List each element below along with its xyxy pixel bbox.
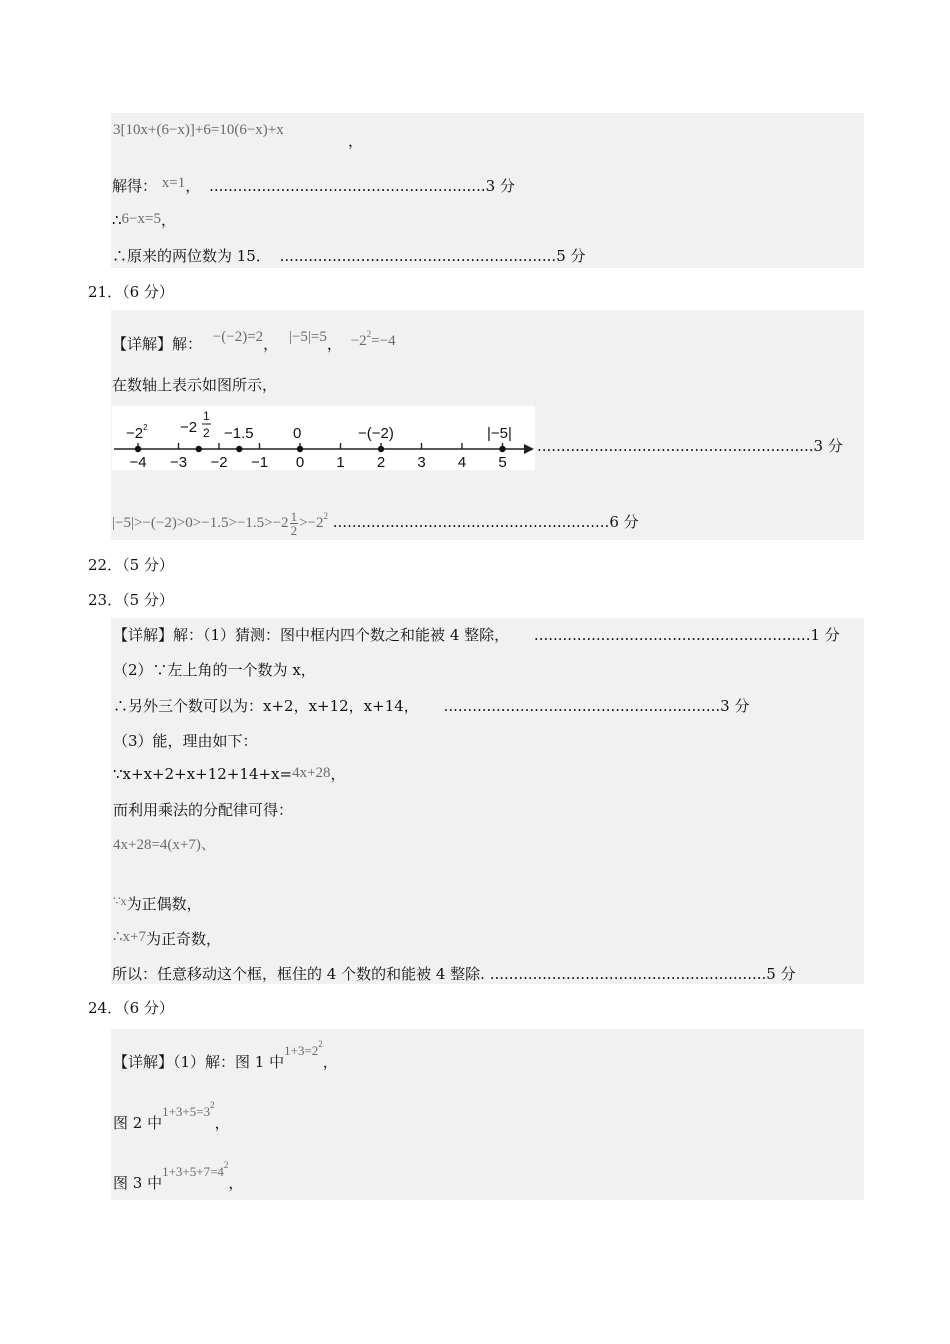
text: ∵x+x+2+x+12+14+x= bbox=[113, 765, 293, 783]
number-line-svg bbox=[112, 406, 535, 470]
text: 为正奇数， bbox=[146, 930, 222, 948]
numberline-score: ..........................................................3 分 bbox=[537, 437, 843, 455]
q23-line-9 bbox=[113, 929, 221, 950]
eq-body: 1+3=2 bbox=[284, 1043, 319, 1058]
q23-line-4: （3）能，理由如下： bbox=[113, 732, 258, 750]
label-neg-neg-2: −(−2) bbox=[358, 425, 394, 442]
equation: −(−2)=2 bbox=[212, 329, 264, 345]
solve-equation: x=1 bbox=[161, 175, 186, 191]
number-line-point bbox=[378, 446, 384, 452]
question-24-heading: 24．（6 分） bbox=[88, 999, 174, 1017]
equation: 4x+28=4(x+7)、 bbox=[113, 837, 216, 853]
comma: ， bbox=[263, 335, 279, 353]
number-line-point bbox=[499, 446, 505, 452]
question-21-heading: 21．（6 分） bbox=[88, 283, 174, 301]
number-line-figure bbox=[112, 406, 535, 470]
eq-body: 1+3+5=3 bbox=[162, 1104, 211, 1119]
eq-exponent: 2 bbox=[210, 1100, 215, 1110]
comma: ， bbox=[160, 211, 176, 229]
tick-label: 3 bbox=[417, 454, 426, 470]
eq-body: 1+3+5+7=4 bbox=[162, 1164, 224, 1179]
therefore-line-2 bbox=[112, 246, 586, 266]
label-frac-den: 2 bbox=[203, 426, 210, 440]
score-dots: ..........................................................3 分 bbox=[443, 697, 750, 715]
label-zero: 0 bbox=[293, 425, 302, 442]
text: 【详解】（1）解：图 1 中 bbox=[113, 1053, 285, 1071]
solve-line bbox=[112, 176, 515, 197]
text: 图 2 中 bbox=[113, 1114, 163, 1132]
equation: |−5|=5 bbox=[288, 329, 327, 345]
label-neg-2-squared: $-2^2$ bbox=[126, 423, 148, 442]
q23-line-8 bbox=[113, 894, 202, 915]
fraction: $\frac{1}{2}$ bbox=[290, 509, 298, 539]
comma: ， bbox=[326, 335, 342, 353]
q24-line-1 bbox=[113, 1039, 338, 1073]
text: 图 3 中 bbox=[113, 1174, 163, 1192]
text: 所以：任意移动这个框，框住的 4 个数的和能被 4 整除. bbox=[112, 965, 485, 983]
equation: ∵x bbox=[113, 894, 127, 908]
question-22-heading: 22．（5 分） bbox=[88, 556, 174, 574]
tick-label: −3 bbox=[169, 454, 188, 470]
comma: ， bbox=[330, 765, 346, 783]
tick-label: −1 bbox=[250, 454, 269, 470]
arrow-head bbox=[524, 444, 534, 454]
question-23-heading: 23．（5 分） bbox=[88, 591, 174, 609]
therefore-line-1 bbox=[112, 210, 176, 231]
number-line-point bbox=[236, 446, 242, 452]
therefore-symbol: ∴ bbox=[112, 211, 122, 229]
equation: ∴x+7 bbox=[113, 929, 147, 945]
comma: ， bbox=[214, 1114, 230, 1132]
compare-line bbox=[112, 506, 639, 537]
comma: ， bbox=[348, 132, 364, 150]
score-dots: ..........................................................3 分 bbox=[209, 177, 515, 195]
score-dots: ..........................................................1 分 bbox=[533, 626, 840, 644]
number-line-point bbox=[297, 446, 303, 452]
score-dots: ..........................................................5 分 bbox=[279, 247, 586, 265]
number-line-point bbox=[135, 446, 141, 452]
comma: ， bbox=[322, 1053, 338, 1071]
equation-comma bbox=[348, 131, 363, 151]
number-line-point bbox=[196, 446, 202, 452]
tick-label: 0 bbox=[295, 454, 305, 470]
comma: ， bbox=[228, 1174, 244, 1192]
q23-line-2: （2）∵左上角的一个数为 x， bbox=[113, 661, 316, 679]
tick-label: 1 bbox=[336, 454, 345, 470]
q23-line-6: 而利用乘法的分配律可得： bbox=[113, 801, 294, 819]
solve-label: 解得： bbox=[112, 177, 158, 195]
q23-line-10 bbox=[112, 964, 796, 984]
q23-line-5 bbox=[113, 764, 346, 785]
tick-label: 4 bbox=[457, 454, 467, 470]
equation: 4x+28 bbox=[292, 765, 331, 781]
tick-label: −4 bbox=[129, 454, 147, 470]
text: 【详解】解：（1）猜测：图中框内四个数之和能被 4 整除， bbox=[113, 626, 510, 644]
detail-label: 【详解】解： bbox=[112, 335, 203, 353]
equation-line bbox=[113, 119, 284, 140]
label-neg-1-5: −1.5 bbox=[224, 425, 254, 442]
eq-base: −2 bbox=[350, 333, 367, 349]
q24-line-2 bbox=[113, 1100, 230, 1134]
q23-line-7 bbox=[113, 834, 216, 855]
eq-exponent: 2 bbox=[318, 1039, 323, 1049]
q23-line-1 bbox=[113, 625, 840, 645]
q21-line-2: 在数轴上表示如图所示， bbox=[112, 376, 278, 394]
q21-line-1 bbox=[112, 328, 396, 355]
comma: ， bbox=[185, 177, 201, 195]
q24-line-3 bbox=[113, 1160, 244, 1194]
score-dots: ..........................................................6 分 bbox=[332, 513, 639, 531]
text: ∴另外三个数可以为：x+2，x+12，x+14， bbox=[113, 697, 419, 715]
equation bbox=[162, 1160, 229, 1179]
q23-line-3 bbox=[113, 696, 749, 716]
score-dots: ..........................................................5 分 bbox=[489, 965, 796, 983]
label-neg-2-half: −2 bbox=[180, 419, 198, 436]
compare-equation: |−5|>−(−2)>0>−1.5>−1.5>−2 $\frac{1}{2}$ $>-2^2$ bbox=[112, 509, 328, 539]
equation bbox=[162, 1100, 215, 1119]
equation: 3[10x+(6−x)]+6=10(6−x)+x bbox=[113, 122, 284, 138]
equation bbox=[350, 329, 396, 349]
tick-label: 2 bbox=[376, 454, 386, 470]
tick-label: −2 bbox=[210, 454, 228, 470]
eq-exponent: 2 bbox=[366, 329, 372, 339]
text: 为正偶数， bbox=[126, 895, 202, 913]
label-frac-num: 1 bbox=[203, 409, 210, 423]
tick-label: 5 bbox=[498, 454, 507, 470]
equation: 6−x=5 bbox=[121, 211, 161, 227]
label-abs-neg-5: |−5| bbox=[487, 425, 512, 442]
eq-rest: =−4 bbox=[371, 333, 396, 349]
conclusion-text: ∴原来的两位数为 15． bbox=[112, 247, 271, 265]
eq-exponent: 2 bbox=[223, 1160, 229, 1170]
equation bbox=[284, 1039, 323, 1058]
